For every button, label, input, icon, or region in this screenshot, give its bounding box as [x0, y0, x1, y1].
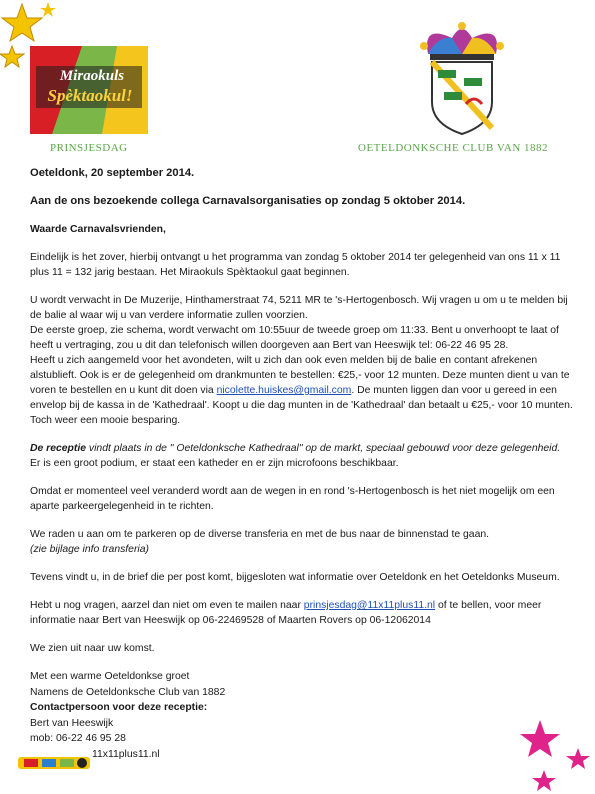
- letter-date: Oeteldonk, 20 september 2014.: [30, 167, 195, 179]
- reception-lead: De receptie: [30, 443, 87, 454]
- contact-name: Bert van Heeswijk: [30, 717, 114, 729]
- dinner-text-b: . De munten liggen dan voor u gereed in een envelop bij de kassa in de 'Kathedraal'. Koopt u die dag munten in de 'Kathedraal' dan betaalt u €25,- voor 10 munten. Toch weer een mooie besparing.: [30, 385, 573, 426]
- miraokuls-logo: [22, 40, 152, 138]
- transferia-note: (zie bijlage info transferia): [30, 544, 149, 555]
- club-label: OETELDONKSCHE CLUB VAN 1882: [358, 142, 549, 154]
- signature-block: [30, 669, 578, 762]
- prinsjesdag-label: PRINSJESDAG: [50, 142, 128, 154]
- letter-body: [30, 166, 578, 762]
- paragraph-museum: Tevens vindt u, in de brief die per post komt, bijgesloten wat informatie over Oeteldonk en het Oeteldonks Museum.: [30, 572, 560, 583]
- closing-greeting: Met een warme Oeteldonkse groet: [30, 671, 190, 682]
- star-icon: [520, 712, 595, 794]
- paragraph-parking: Omdat er momenteel veel veranderd wordt aan de wegen in en rond 's-Hertogenbosch is het niet mogelijk om een aparte parkeergelegenheid in te richten.: [30, 486, 555, 512]
- questions-text-b: of te bellen, voor meer informatie naar Bert van Heeswijk op 06-22469528 of Maarten Rovers op 06-12062014: [30, 600, 542, 626]
- paragraph-questions: [30, 598, 578, 628]
- contact-label: Contactpersoon voor deze receptie:: [30, 702, 208, 713]
- letter-salutation: Waarde Carnavalsvrienden,: [30, 224, 166, 235]
- transferia-text: We raden u aan om te parkeren op de diverse transferia en met de bus naar de binnenstad te gaan.: [30, 529, 490, 540]
- paragraph-transferia: [30, 527, 578, 557]
- logo-text-line1: Miraokuls: [59, 68, 125, 84]
- contact-mobile: mob: 06-22 46 95 28: [30, 733, 126, 744]
- paragraph-reception: [30, 441, 578, 471]
- paragraph-dinner: [30, 353, 578, 428]
- logo-text-line2: Spèktaokul!: [47, 86, 133, 105]
- email-link-nicolette[interactable]: nicolette.huiskes@gmail.com: [216, 385, 352, 396]
- website-text: 11x11plus11.nl: [92, 748, 160, 760]
- footer-logo: [18, 754, 90, 772]
- reception-details: Er is een groot podium, er staat een katheder en er zijn microfoons beschikbaar.: [30, 458, 399, 469]
- questions-text-a: Hebt u nog vragen, aarzel dan niet om even te mailen naar: [30, 600, 304, 611]
- club-crest: [408, 18, 516, 138]
- paragraph-location: U wordt verwacht in De Muzerije, Hinthamerstraat 74, 5211 MR te 's-Hertogenbosch. Wij vragen u om u te melden bij de balie al waar wij u van verdere informatie zullen voorzien.: [30, 295, 568, 321]
- paragraph-closing: We zien uit naar uw komst.: [30, 643, 155, 654]
- closing-organization: Namens de Oeteldonksche Club van 1882: [30, 686, 226, 698]
- paragraph-program: Eindelijk is het zover, hierbij ontvangt u het programma van zondag 5 oktober 2014 ter gelegenheid van ons 11 x 11 plus 11 = 132 jarig bestaan. Het Miraokuls Spèktaokul gaat beginnen.: [30, 252, 561, 278]
- letter-addressee: Aan de ons bezoekende collega Carnavalsorganisaties op zondag 5 oktober 2014.: [30, 195, 466, 207]
- reception-location: vindt plaats in de " Oeteldonksche Kathedraal" op de markt, speciaal gebouwd voor deze gelegenheid.: [86, 443, 561, 454]
- dinner-text-a: Heeft u zich aangemeld voor het avondeten, wilt u zich dan ook even melden bij de balie en contant afrekenen alstublieft. Ook is er de gelegenheid om drankmunten te bestellen: €25,- voor 12 munten. Deze munten dient u van te voren te bestellen en u kunt dit doen via: [30, 355, 570, 396]
- email-link-prinsjesdag[interactable]: prinsjesdag@11x11plus11.nl: [303, 600, 436, 611]
- paragraph-schedule: De eerste groep, zie schema, wordt verwacht om 10:55uur de tweede groep om 11:33. Bent u onverhoopt te laat of heeft u vertraging, zou u dit dan telefonisch willen doorgeven aan Bert van Heeswijk tel: 06-22 46 95 28.: [30, 325, 559, 351]
